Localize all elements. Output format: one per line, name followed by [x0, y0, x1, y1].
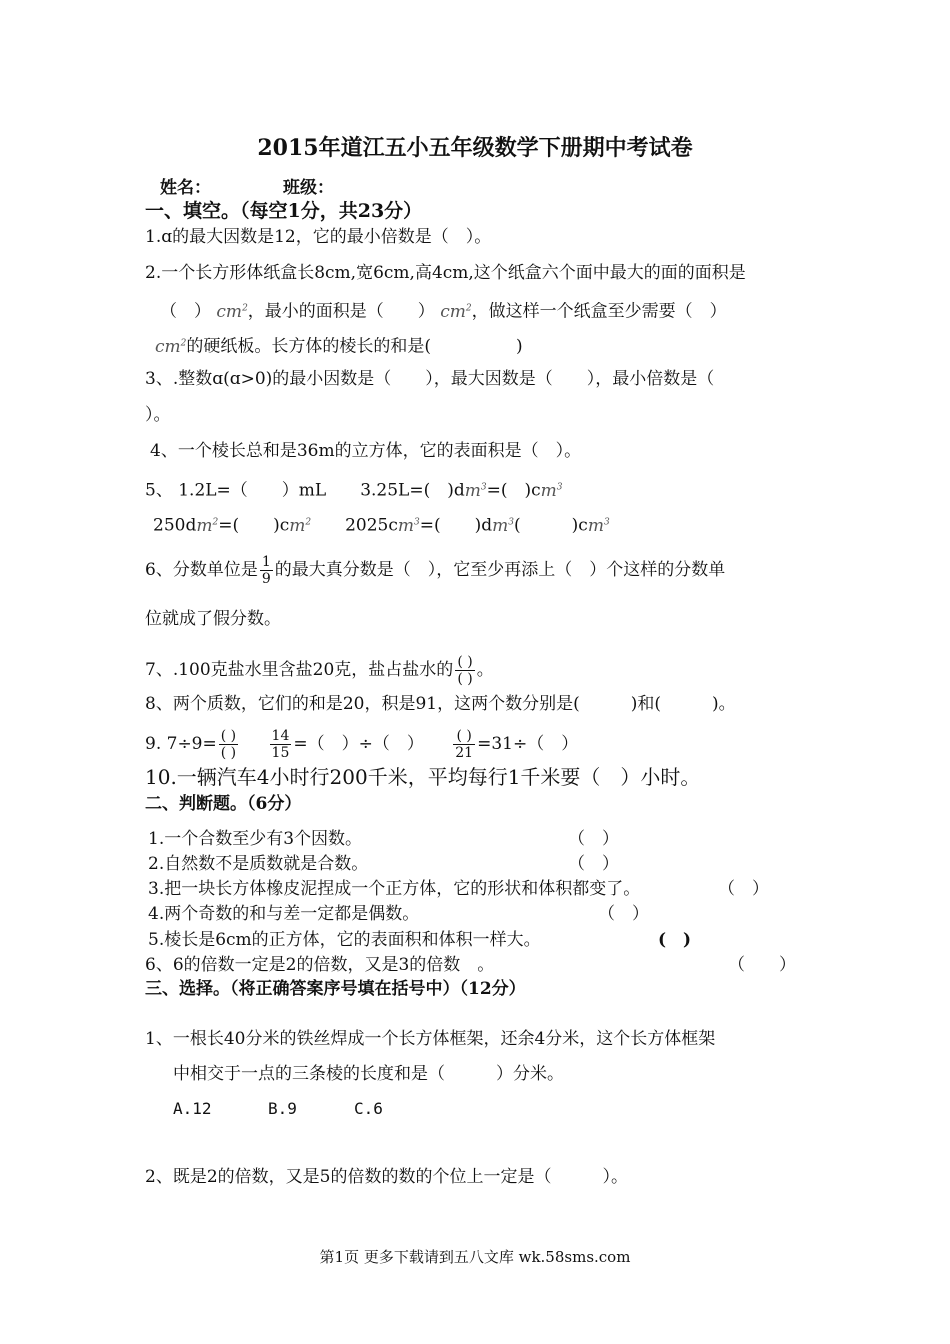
judge-item-2: 2.自然数不是质数就是合数。: [148, 854, 369, 874]
question-5-line2: $250dm^2=$( )$cm^2$ $2025cm^3=$( )$dm^3$( )$cm^3$: [153, 515, 610, 536]
name-label: 姓名：: [160, 178, 211, 198]
question-6-line1: 6、分数单位是 $\frac{1}{9}$ 的最大真分数是（ ），它至少再添上（ ）个这样的分数单: [145, 554, 726, 587]
question-4: 4、一个棱长总和是36m的立方体，它的表面积是（ ）。: [150, 441, 582, 461]
class-label: 班级：: [283, 178, 334, 198]
unit-cm2: $cm^2$: [155, 336, 187, 357]
question-9: 9. 7÷9= $\frac{( )}{( )}$ $\frac{14}{15}$ =（ ）÷（ ） $\frac{( )}{21}$ =31÷（ ）: [145, 728, 579, 761]
choice-1-option-a: A.12: [173, 1099, 212, 1118]
question-1: 1.ɑ的最大因数是12，它的最小倍数是（ ）。: [145, 227, 492, 247]
judge-bracket-1: （ ）: [568, 829, 619, 849]
judge-bracket-3: （ ）: [718, 879, 769, 899]
judge-item-3: 3.把一块长方体橡皮泥捏成一个正方体，它的形状和体积都变了。: [148, 879, 641, 899]
question-6-line2: 位就成了假分数。: [145, 609, 281, 629]
choice-1-line2: 中相交于一点的三条棱的长度和是（ ）分米。: [173, 1064, 564, 1084]
unit-cm2: $cm^2$: [440, 301, 472, 322]
section2-heading: 二、判断题。（6分）: [145, 794, 302, 814]
choice-1-option-b: B.9: [268, 1099, 297, 1118]
fraction-blank-21: $\frac{( )}{21}$: [455, 728, 474, 761]
judge-bracket-4: （ ）: [598, 904, 649, 924]
judge-item-6: 6、6的倍数一定是2的倍数，又是3的倍数 。: [145, 955, 495, 975]
judge-bracket-6: （ ）: [728, 955, 796, 975]
question-5-line1: 5、 1.2L=（ ）mL 3.25L=( )$dm^3=$( )$cm^3$: [145, 480, 563, 501]
judge-bracket-2: （ ）: [568, 854, 619, 874]
question-3-line2: ）。: [145, 405, 171, 425]
judge-bracket-5: ( ): [658, 930, 692, 950]
judge-item-1: 1.一个合数至少有3个因数。: [148, 829, 363, 849]
blank-fraction: $\frac{( )}{( )}$: [220, 728, 237, 761]
question-10: 10.一辆汽车4小时行200千米，平均每行1千米要（ ）小时。: [145, 765, 701, 789]
judge-item-4: 4.两个奇数的和与差一定都是偶数。: [148, 904, 420, 924]
page-footer: 第1页 更多下载请到五八文库 wk.58sms.com: [319, 1248, 631, 1266]
section3-heading: 三、选择。（将正确答案序号填在括号中）（12分）: [145, 979, 526, 999]
question-8: 8、两个质数，它们的和是20，积是91，这两个数分别是( )和( )。: [145, 694, 736, 714]
question-2-line2: （ ） $cm^2$，最小的面积是（ ） $cm^2$，做这样一个纸盒至少需要（ ）: [160, 301, 727, 322]
fraction-one-ninth: $\frac{1}{9}$: [261, 554, 271, 587]
blank-fraction: $\frac{( )}{( )}$: [457, 654, 473, 687]
section1-heading: 一、填空。（每空1分，共23分）: [145, 200, 423, 222]
choice-1-line1: 1、一根长40分米的铁丝焊成一个长方体框架，还余4分米，这个长方体框架: [145, 1029, 716, 1049]
fraction-14-15: $\frac{14}{15}$: [271, 728, 290, 761]
page-title: 2015年道江五小五年级数学下册期中考试卷: [257, 135, 693, 161]
unit-cm2: $cm^2$: [216, 301, 248, 322]
judge-item-5: 5.棱长是6cm的正方体，它的表面积和体积一样大。: [148, 930, 541, 950]
question-3-line1: 3、.整数ɑ(ɑ>0)的最小因数是（ ），最大因数是（ ），最小倍数是（: [145, 369, 715, 389]
question-2-line3: $cm^2$的硬纸板。长方体的棱长的和是( ): [155, 336, 523, 357]
choice-1-option-c: C.6: [354, 1099, 383, 1118]
question-7: 7、.100克盐水里含盐20克，盐占盐水的 $\frac{( )}{( )}$ 。: [145, 654, 494, 687]
question-2-line1: 2.一个长方形体纸盒长8cm,宽6cm,高4cm,这个纸盒六个面中最大的面的面积是: [145, 263, 746, 283]
choice-2: 2、既是2的倍数，又是5的倍数的数的个位上一定是（ ）。: [145, 1167, 628, 1187]
